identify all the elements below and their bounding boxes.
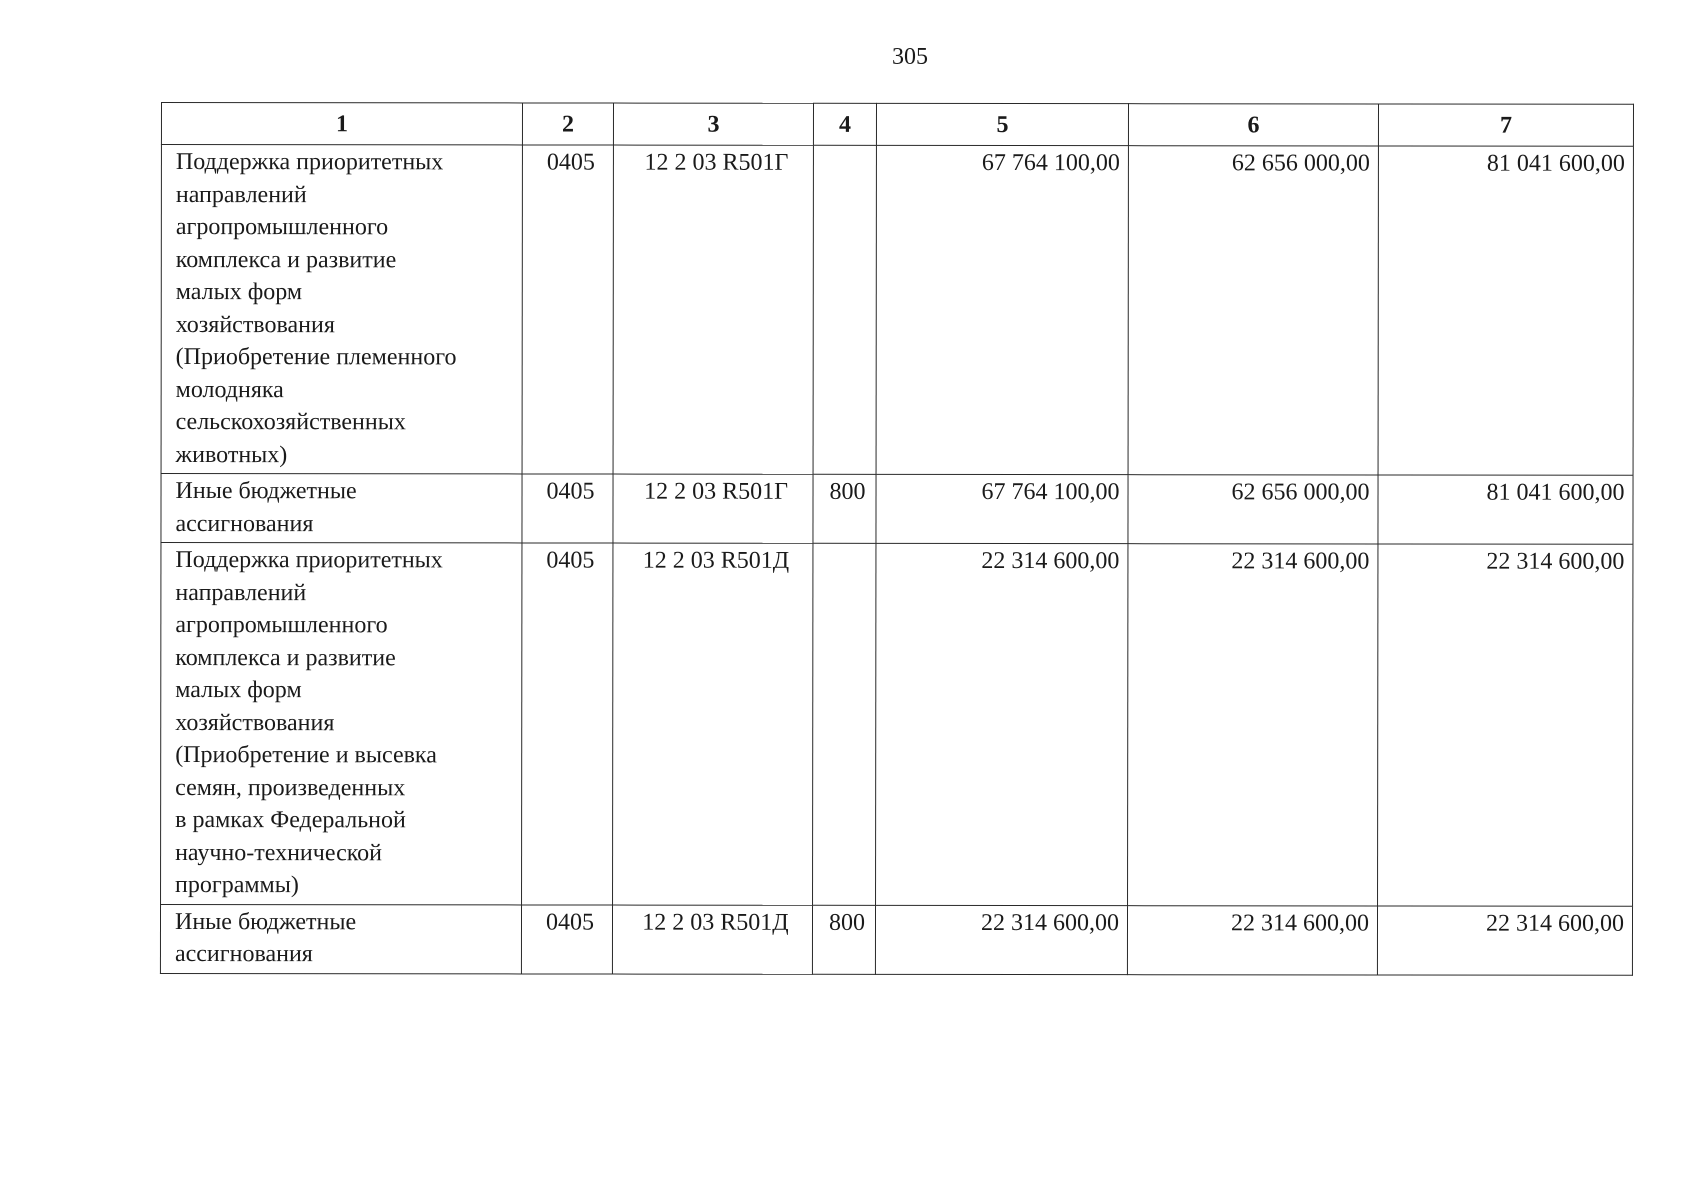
target-article-code: 12 2 03 R501Г xyxy=(613,145,813,474)
table-header-row xyxy=(161,103,1633,147)
row-description: Иные бюджетные ассигнования xyxy=(161,474,522,543)
section-code: 0405 xyxy=(522,474,613,543)
column-header-3: 3 xyxy=(613,103,813,145)
section-code: 0405 xyxy=(522,543,613,905)
budget-table xyxy=(160,102,1634,975)
amount-col-7: 81 041 600,00 xyxy=(1378,146,1633,475)
expense-kind-code xyxy=(813,543,876,905)
amount-col-7: 22 314 600,00 xyxy=(1378,544,1633,906)
amount-col-5: 22 314 600,00 xyxy=(875,905,1127,974)
amount-col-6: 22 314 600,00 xyxy=(1127,905,1377,974)
section-code: 0405 xyxy=(521,904,612,973)
expense-kind-code: 800 xyxy=(812,905,875,974)
row-description: Поддержка приоритетных направлений агропромышленного комплекса и развитие малых форм хозяйствования (Приобретение племенного молодняка сельскохозяйственных животных) xyxy=(161,145,522,474)
row-description: Поддержка приоритетных направлений агропромышленного комплекса и развитие малых форм хозяйствования (Приобретение и высевка семян, произведенных в рамках Федеральной научно-технической программы) xyxy=(161,543,522,905)
table-row xyxy=(160,904,1632,975)
amount-col-6: 62 656 000,00 xyxy=(1128,475,1378,544)
column-header-4: 4 xyxy=(813,103,876,145)
amount-col-5: 67 764 100,00 xyxy=(876,145,1128,474)
amount-col-7: 81 041 600,00 xyxy=(1378,475,1633,544)
amount-col-5: 67 764 100,00 xyxy=(876,474,1128,543)
column-header-1: 1 xyxy=(161,103,522,145)
table-row xyxy=(161,145,1633,476)
page-number: 305 xyxy=(892,44,928,70)
column-header-7: 7 xyxy=(1378,104,1633,146)
row-description: Иные бюджетные ассигнования xyxy=(160,904,521,973)
target-article-code: 12 2 03 R501Д xyxy=(612,905,812,974)
table-row xyxy=(161,474,1633,545)
amount-col-5: 22 314 600,00 xyxy=(876,543,1128,905)
expense-kind-code: 800 xyxy=(813,474,876,543)
column-header-6: 6 xyxy=(1128,104,1378,146)
target-article-code: 12 2 03 R501Г xyxy=(613,474,813,543)
column-header-5: 5 xyxy=(876,103,1128,145)
amount-col-7: 22 314 600,00 xyxy=(1377,905,1632,974)
table-row xyxy=(161,543,1633,906)
expense-kind-code xyxy=(813,145,876,474)
target-article-code: 12 2 03 R501Д xyxy=(613,543,813,905)
amount-col-6: 62 656 000,00 xyxy=(1128,146,1378,475)
amount-col-6: 22 314 600,00 xyxy=(1128,544,1378,906)
column-header-2: 2 xyxy=(522,103,613,145)
section-code: 0405 xyxy=(522,145,613,474)
